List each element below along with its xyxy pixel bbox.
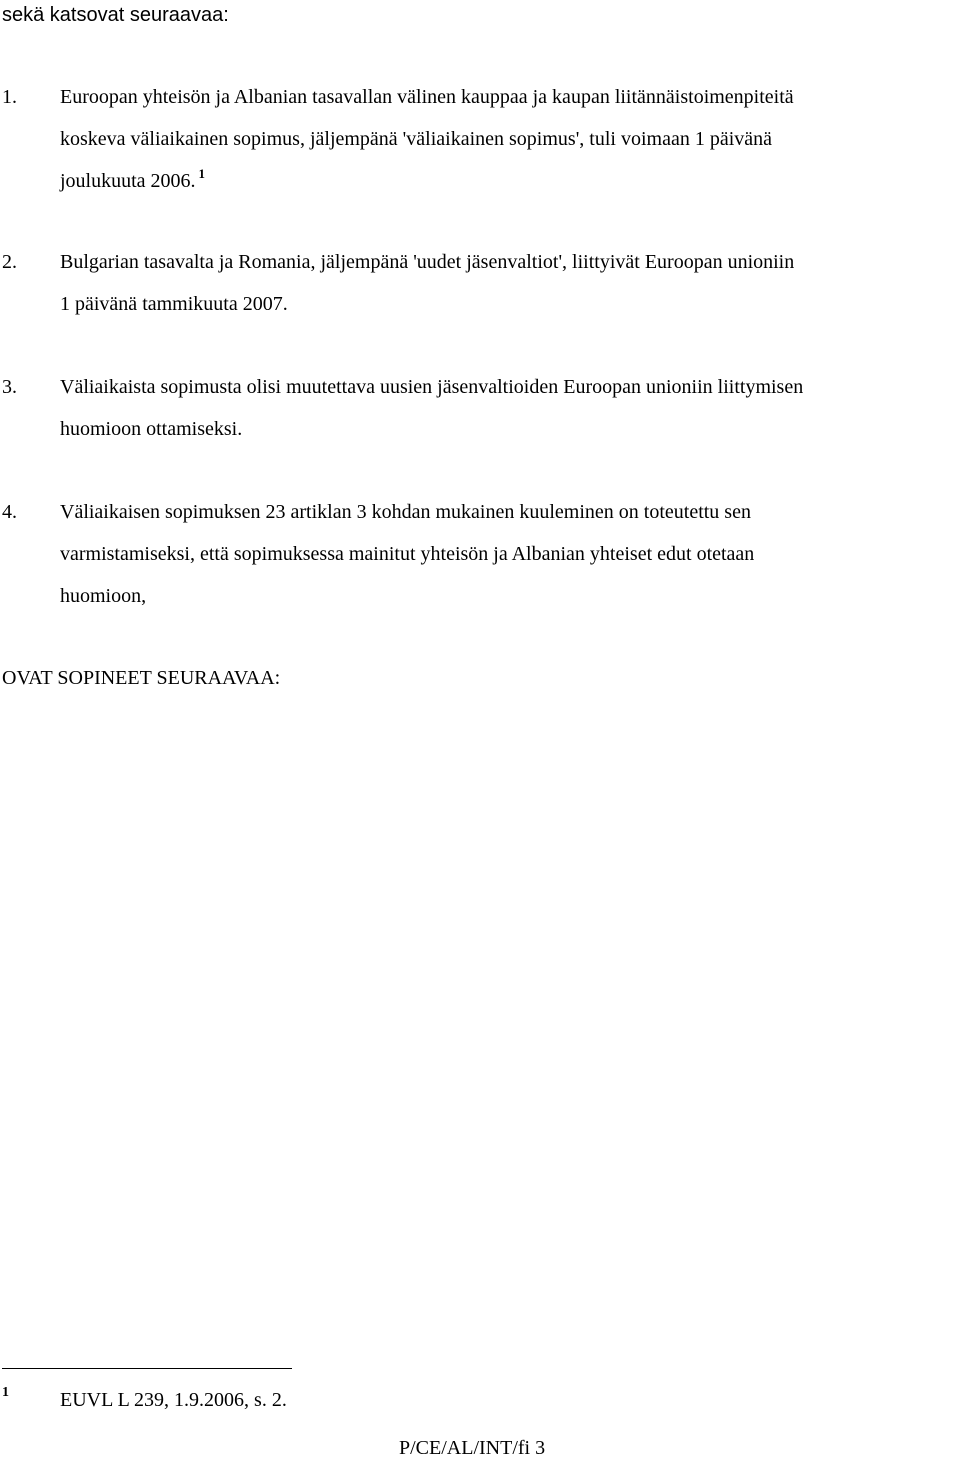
paragraph-line: koskeva väliaikainen sopimus, jäljempänä 'väliaikainen sopimus', tuli voimaan 1 päivänä	[60, 128, 773, 150]
footnote-text: EUVL L 239, 1.9.2006, s. 2.	[60, 1389, 287, 1411]
paragraph-text	[60, 76, 958, 202]
paragraph-number: 4.	[2, 501, 17, 523]
paragraph-line: Bulgarian tasavalta ja Romania, jäljempänä 'uudet jäsenvaltiot', liittyivät Euroopan unioniin	[60, 251, 795, 273]
paragraph-line: huomioon ottamiseksi.	[60, 418, 243, 440]
paragraph-text	[60, 491, 958, 617]
paragraph-number: 3.	[2, 376, 17, 398]
paragraph-line: Väliaikaista sopimusta olisi muutettava uusien jäsenvaltioiden Euroopan unioniin liittymisen	[60, 376, 804, 398]
intro-text: sekä katsovat seuraavaa:	[2, 4, 229, 26]
footnote-separator	[2, 1368, 292, 1369]
footnote	[0, 1384, 958, 1416]
paragraph-line-text: joulukuuta 2006.	[60, 170, 196, 192]
paragraph-line: varmistamiseksi, että sopimuksessa mainitut yhteisön ja Albanian yhteiset edut otetaan	[60, 543, 755, 565]
paragraph-number: 2.	[2, 251, 17, 273]
paragraph-line: Väliaikaisen sopimuksen 23 artiklan 3 kohdan mukainen kuuleminen on toteutettu sen	[60, 501, 751, 523]
footnote-mark: 1	[2, 1385, 9, 1400]
agreement-heading: OVAT SOPINEET SEURAAVAA:	[2, 667, 281, 689]
paragraph-line: huomioon,	[60, 585, 147, 607]
paragraph-text	[60, 241, 958, 325]
footnote-reference[interactable]: 1	[198, 166, 206, 181]
paragraph-number: 1.	[2, 86, 17, 108]
paragraph-text	[60, 366, 958, 450]
paragraph-line: Euroopan yhteisön ja Albanian tasavallan välinen kauppaa ja kaupan liitännäistoimenpiteitä	[60, 86, 794, 108]
paragraph-line-last	[60, 160, 958, 202]
page-reference: P/CE/AL/INT/fi 3	[399, 1437, 546, 1459]
paragraph-line: 1 päivänä tammikuuta 2007.	[60, 293, 288, 315]
